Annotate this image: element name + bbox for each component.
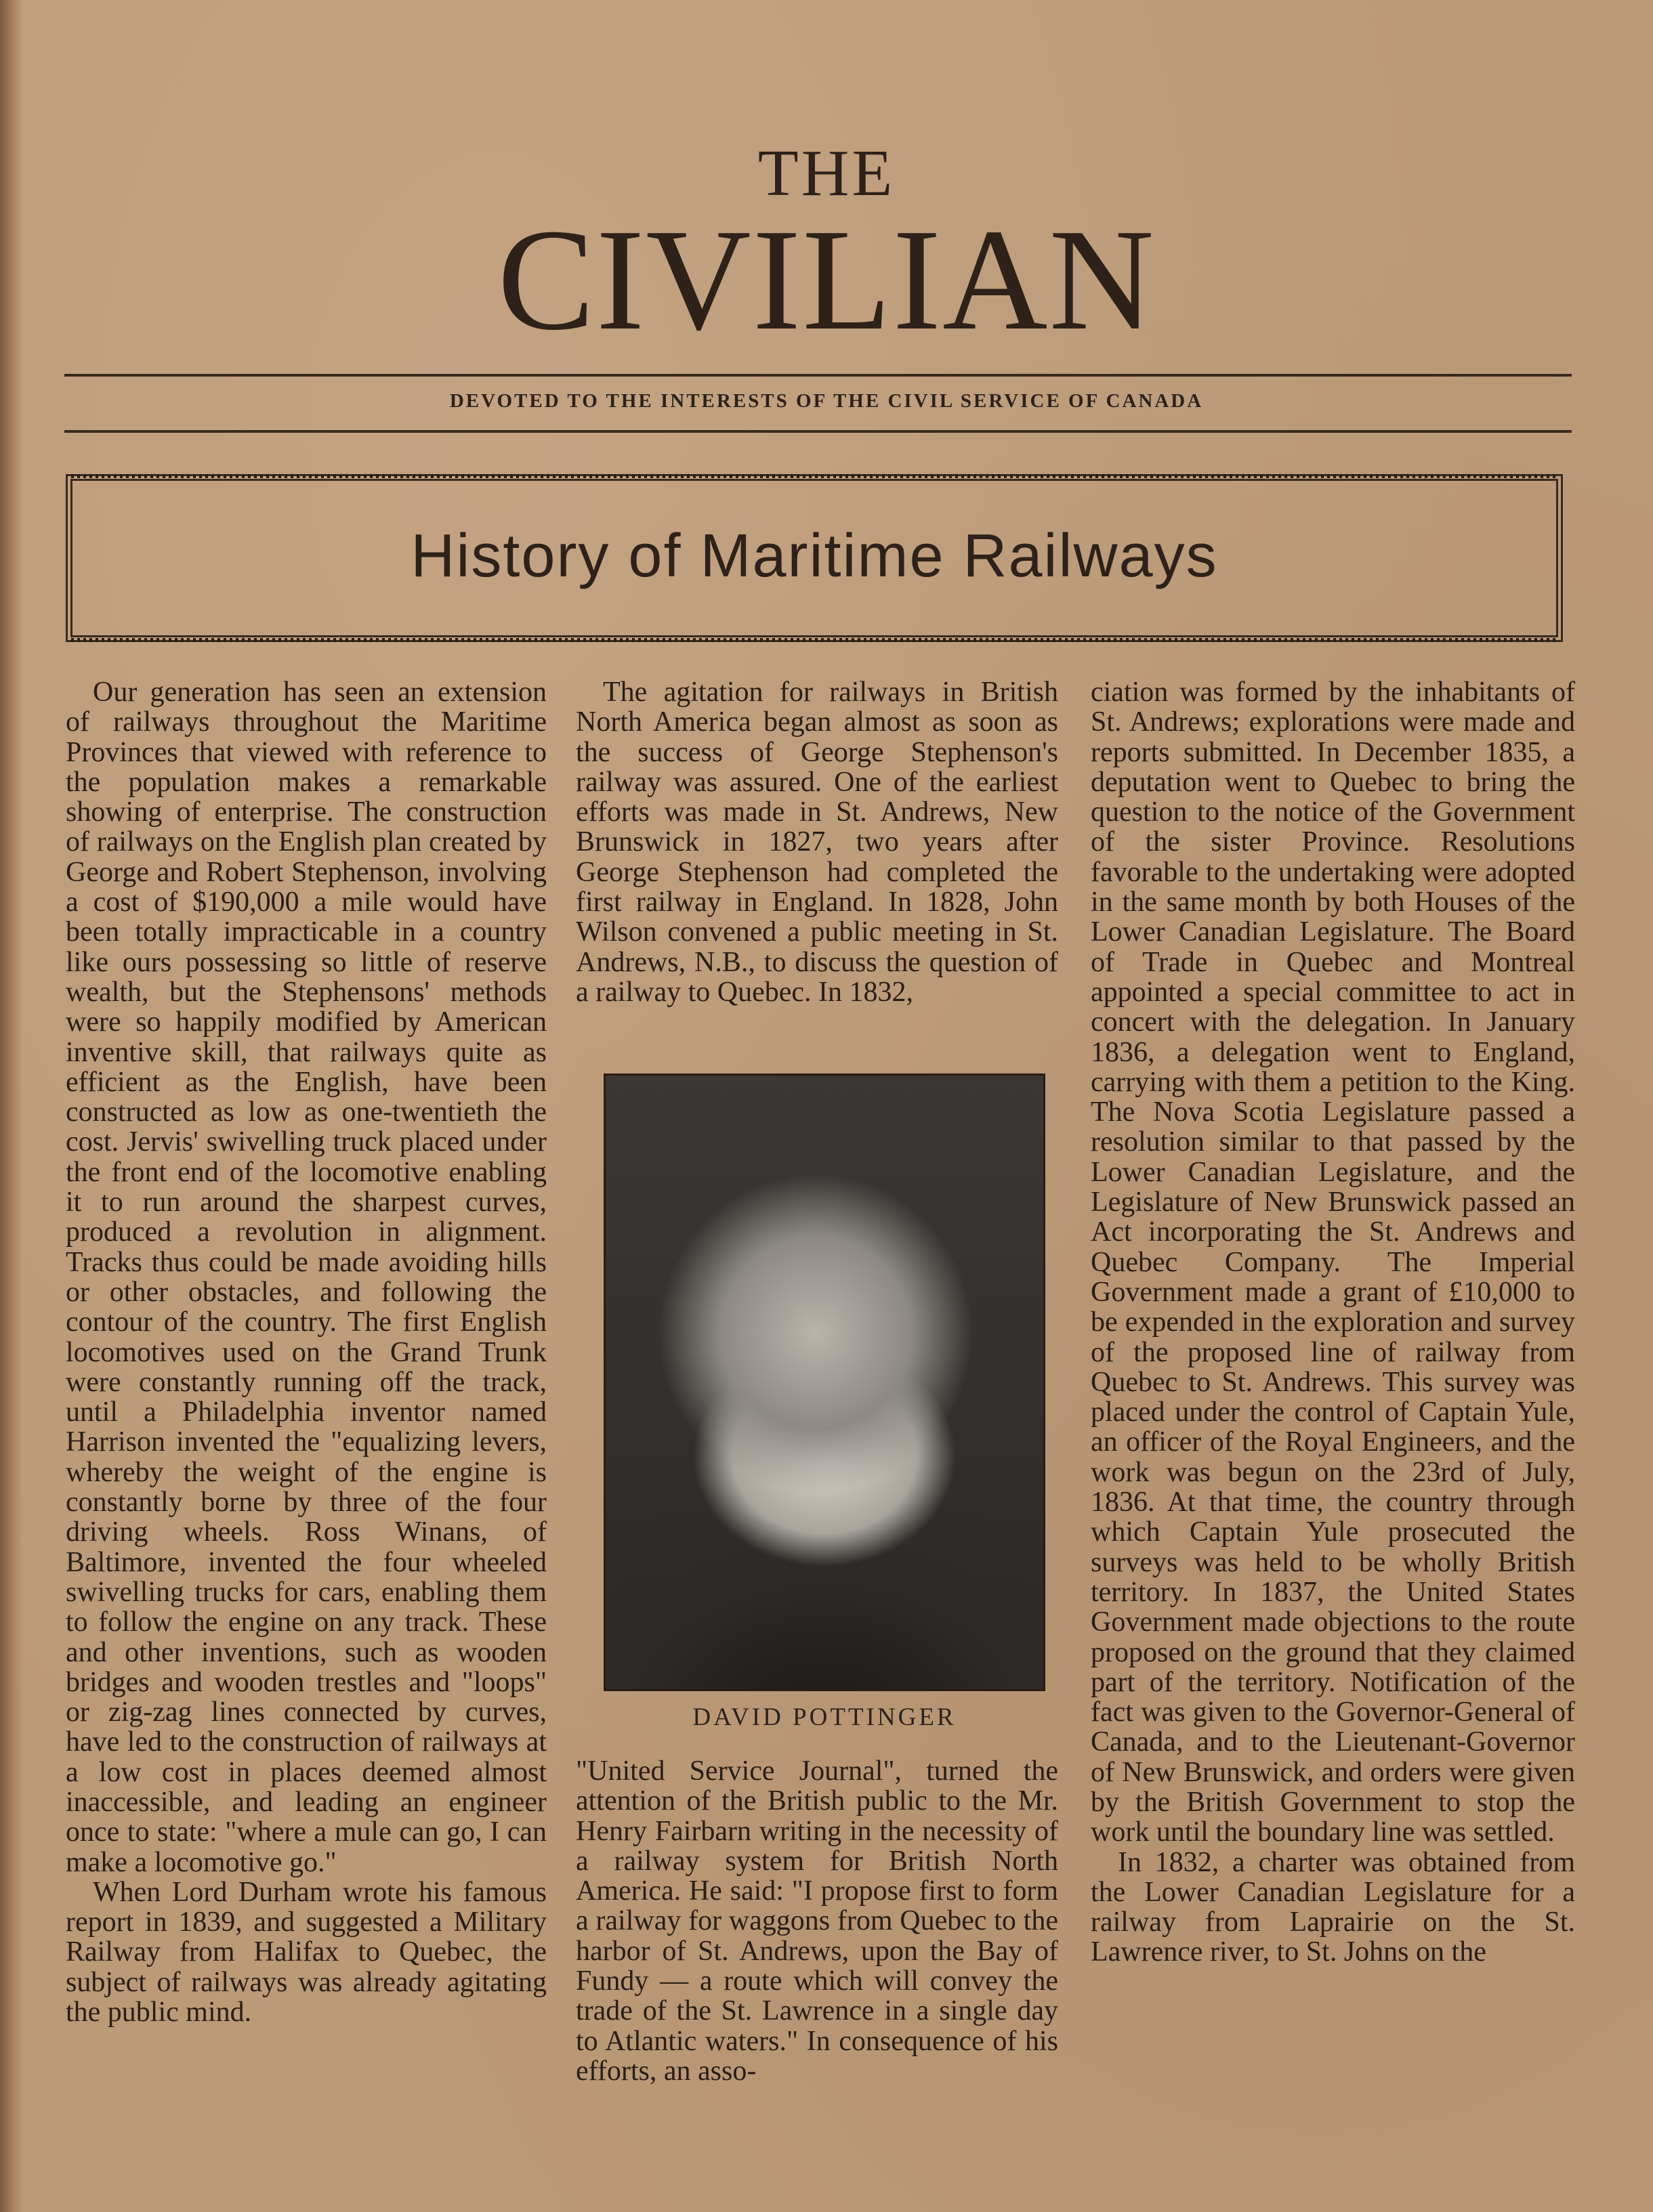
paragraph-continued: "United Service Journal", turned the attention of the British public to the Mr. Henry Fairbarn writing in the necessity of a railway system for British North America. He said: "I propose first to form a railway for waggons from Quebec to the harbor of St. Andrews, upon the Bay of Fundy — a route which will convey the trade of the St. Lawrence in a single day to Atlantic waters." In consequence of his efforts, an asso- [576,1756,1058,2087]
paragraph: Our generation has seen an extension of railways throughout the Maritime Provinces that viewed with reference to the population makes a remarkable showing of enterprise. The construction of railways on the English plan created by George and Robert Stephenson, involving a cost of $190,000 a mile would have been totally impracticable in a country like ours possessing so little of reserve wealth, but the Stephensons' methods were so happily modified by American inventive skill, that railways quite as efficient as the English, have been constructed as low as one-twentieth the cost. Jervis' swivelling truck placed under the front end of the locomotive enabling it to run around the sharpest curves, produced a revolution in alignment. Tracks thus could be made avoiding hills or other obstacles, and following the contour of the country. The first English locomotives used on the Grand Trunk were constantly running off the track, until a Philadelphia inventor named Harrison invented the "equalizing levers, whereby the weight of the engine is constantly borne by three of the four driving wheels. Ross Winans, of Baltimore, invented the four wheeled swivelling trucks for cars, enabling them to follow the engine on any track. These and other inventions, such as wooden bridges and wooden trestles and "loops" or zig-zag lines connected by curves, have led to the construction of railways at a low cost in places deemed almost inaccessible, and leading an engineer once to state: "where a mule can go, I can make a locomotive go." [66,677,547,1878]
masthead-the: THE [757,137,896,210]
paragraph: ciation was formed by the inhabitants of St. Andrews; explorations were made and reports submitted. In December 1835, a deputation went to Quebec to bring the question to the notice of the Government of the sister Province. Resolutions favorable to the undertaking were adopted in the same month by both Houses of the Lower Canadian Legislature. The Board of Trade in Quebec and Montreal appointed a special committee to act in concert with the delegation. In January 1836, a delegation went to England, carrying with them a petition to the King. The Nova Scotia Legislature passed a resolution similar to that passed by the Lower Canadian Legislature, and the Legislature of New Brunswick passed an Act incorporating the St. Andrews and Quebec Company. The Imperial Government made a grant of £10,000 to be expended in the exploration and survey of the proposed line of railway from Quebec to St. Andrews. This survey was placed under the control of Captain Yule, an officer of the Royal Engineers, and the work was begun on the 23rd of July, 1836. At that time, the country through which Captain Yule prosecuted the surveys was held to be wholly British territory. In 1837, the United States Government made objections to the route proposed on the ground that they claimed part of the territory. Notification of the fact was given to the Governor-General of Canada, and to the Lieutenant-Governor of New Brunswick, and orders were given by the British Government to stop the work until the boundary line was settled. [1091,677,1575,1848]
headline-box [66,474,1563,642]
masthead-rule-top [64,374,1572,377]
paragraph: The agitation for railways in British North America began almost as soon as the success of George Stephenson's railway was assured. One of the earliest efforts was made in St. Andrews, New Brunswick in 1827, two years after George Stephenson had completed the first railway in England. In 1828, John Wilson convened a public meeting in St. Andrews, N.B., to discuss the question of a railway to Quebec. In 1832, [576,677,1058,1008]
article-column-3 [1091,677,1575,1968]
paragraph: In 1832, a charter was obtained from the Lower Canadian Legislature for a railway from Laprairie on the St. Lawrence river, to St. Johns on the [1091,1846,1575,1968]
photo-caption: DAVID POTTINGER [692,1703,957,1731]
paragraph: When Lord Durham wrote his famous report in 1839, and suggested a Military Railway from Halifax to Quebec, the subject of railways was already agitating the public mind. [66,1876,547,2028]
masthead-rule-bottom [64,430,1572,433]
article-headline: History of Maritime Railways [411,522,1218,590]
masthead-tagline: DEVOTED TO THE INTERESTS OF THE CIVIL SERVICE OF CANADA [449,390,1204,412]
article-column-1 [66,677,547,2027]
masthead-title: CIVILIAN [497,198,1156,360]
portrait-photo [604,1073,1045,1691]
